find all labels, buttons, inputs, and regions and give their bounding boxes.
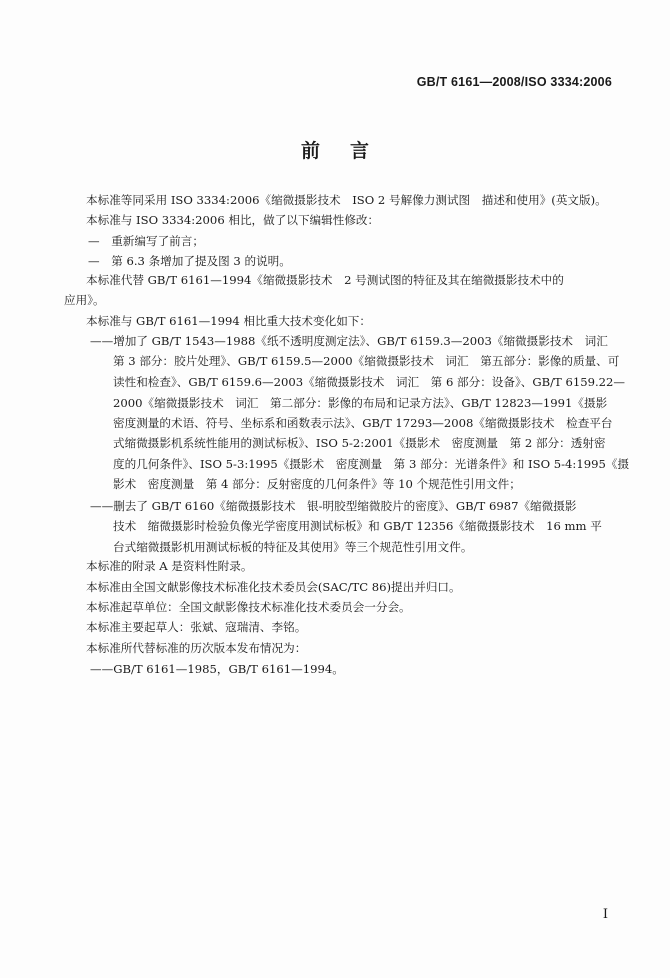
page-title: 前言: [300, 140, 399, 162]
paragraph-annex: 本标准的附录 A 是资料性附录。: [86, 559, 253, 573]
list-item-cont: 2000《缩微摄影技术 词汇 第二部分：影像的布局和记录方法》、GB/T 12823—1991《摄影: [113, 396, 608, 410]
paragraph-technical-changes: 本标准与 GB/T 6161—1994 相比重大技术变化如下：: [86, 314, 371, 328]
list-item: ——GB/T 6161—1985，GB/T 6161—1994。: [90, 662, 344, 676]
list-item-cont: 影术 密度测量 第 4 部分：反射密度的几何条件》等 10 个规范性引用文件；: [113, 477, 521, 491]
paragraph-drafters: 本标准主要起草人：张斌、寇瑞清、李铭。: [86, 620, 307, 634]
list-item-cont: 技术 缩微摄影时检验负像光学密度用测试标板》和 GB/T 12356《缩微摄影技术 16 mm 平: [113, 519, 602, 533]
list-item-cont: 度的几何条件》、ISO 5-3:1995《摄影术 密度测量 第 3 部分：光谱条件》和 ISO 5-4:1995《摄: [113, 457, 630, 471]
list-item-cont: 式缩微摄影机系统性能用的测试标板》、ISO 5-2:2001《摄影术 密度测量 第 2 部分：透射密: [113, 436, 606, 450]
paragraph-adoption: 本标准等同采用 ISO 3334:2006《缩微摄影技术 ISO 2 号解像力测试图 描述和使用》(英文版)。: [86, 193, 607, 207]
paragraph-editorial-changes: 本标准与 ISO 3334:2006 相比，做了以下编辑性修改：: [86, 213, 380, 227]
paragraph-replaces-cont: 应用》。: [64, 293, 105, 307]
list-item-cont: 读性和检查》、GB/T 6159.6—2003《缩微摄影技术 词汇 第 6 部分：设备》、GB/T 6159.22—: [113, 375, 626, 389]
list-item-cont: 密度测量的术语、符号、坐标系和函数表示法》、GB/T 17293—2008《缩微摄影技术 检查平台: [113, 416, 613, 430]
list-item: — 重新编写了前言；: [88, 234, 204, 248]
list-item: ——增加了 GB/T 1543—1988《纸不透明度测定法》、GB/T 6159.3—2003《缩微摄影技术 词汇: [90, 334, 608, 348]
paragraph-replaces: 本标准代替 GB/T 6161—1994《缩微摄影技术 2 号测试图的特征及其在缩微摄影技术中的: [86, 273, 564, 287]
list-item-cont: 第 3 部分：胶片处理》、GB/T 6159.5—2000《缩微摄影技术 词汇 第五部分：影像的质量、可: [113, 354, 620, 368]
paragraph-proposer: 本标准由全国文献影像技术标准化技术委员会(SAC/TC 86)提出并归口。: [86, 580, 461, 594]
page-number: I: [602, 907, 608, 922]
list-item: ——删去了 GB/T 6160《缩微摄影技术 银-明胶型缩微胶片的密度》、GB/T 6987《缩微摄影: [90, 499, 577, 513]
list-item: — 第 6.3 条增加了提及图 3 的说明。: [88, 254, 291, 268]
standard-code: GB/T 6161—2008/ISO 3334:2006: [416, 75, 612, 89]
paragraph-drafting-unit: 本标准起草单位：全国文献影像技术标准化技术委员会一分会。: [86, 600, 411, 614]
paragraph-history: 本标准所代替标准的历次版本发布情况为：: [86, 641, 307, 655]
list-item-cont: 台式缩微摄影机用测试标板的特征及其使用》等三个规范性引用文件。: [113, 540, 473, 554]
